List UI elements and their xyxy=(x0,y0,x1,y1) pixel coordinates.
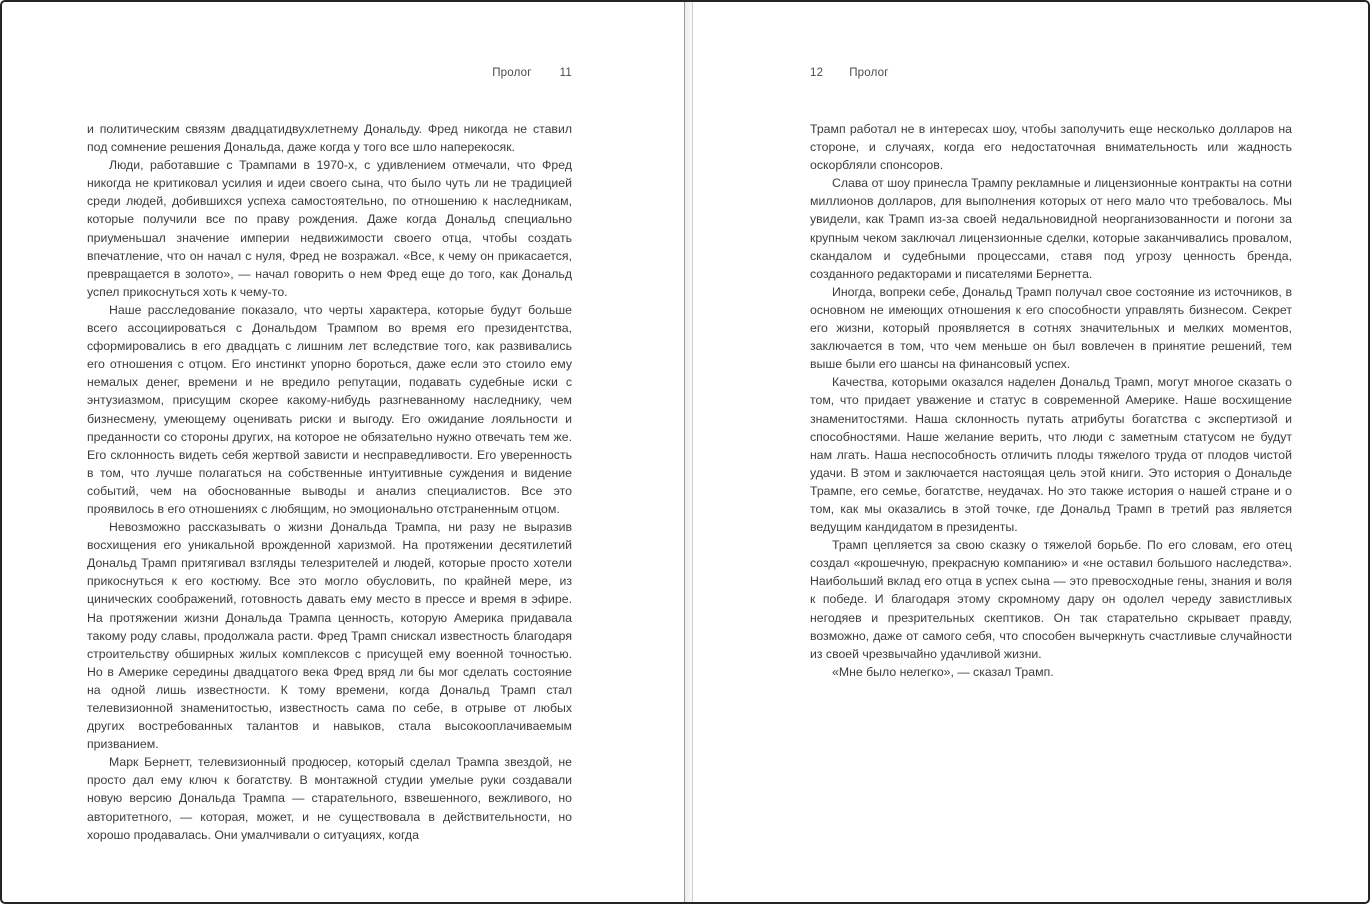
page-number: 12 xyxy=(810,67,824,79)
running-head-label: Пролог xyxy=(492,67,532,79)
paragraph: Марк Бернетт, телевизионный продюсер, который сделал Трампа звездой, не просто дал ему ключ к богатству. В монтажной студии умелые руки создавали новую версию Дональда Трампа — старательного, взвешенного, вежливого, но авторитетного, — которая, может, и не существовала в действительности, но хорошо продавалась. Они умалчивали о ситуациях, когда xyxy=(87,755,572,842)
left-running-head-row xyxy=(87,66,572,80)
paragraph: Иногда, вопреки себе, Дональд Трамп получал свое состояние из источников, в основном не имеющих отношения к его способности управлять бизнесом. Секрет его жизни, который проявляется в сотнях значительных и мелких моментов, заключается в том, что чем меньше он был вовлечен в принятие решений, тем выше были его шансы на финансовый успех. xyxy=(810,284,1292,372)
paragraph: Наше расследование показало, что черты характера, которые будут больше всего ассоциироваться с Дональдом Трампом во время его президентства, сформировались в его двадцать с лишним лет вследствие того, как развивались его отношения с отцом. Его инстинкт упорно бороться, даже если это стоило ему немалых денег, времени и не вредило репутации, подавать судебные иски с энтузиазмом, присущим скорее какому-нибудь разгневанному наследнику, чем бизнесмену, умеющему оценивать риски и выгоду. Его ожидание лояльности и преданности со стороны других, на которое не обязательно нужно отвечать тем же. Его склонность видеть себя жертвой зависти и несправедливости. Его уверенность в том, что лучше полагаться на собственные интуитивные суждения и видение событий, чем на обоснованные выводы и анализ специалистов. Все это проявилось в его отношениях с любящим, но эмоционально отстраненным отцом. xyxy=(87,302,572,516)
paragraph: Трамп цепляется за свою сказку о тяжелой борьбе. По его словам, его отец создал «крошечную, прекрасную компанию» и «не оставил большого наследства». Наибольший вклад его отца в успех сына — это превосходные гены, знания и воля к победе. И благодаря этому скромному дару он одолел череду завистливых негодяев и презрительных скептиков. Он так старательно скрывает правду, возможно, даже от самого себя, что способен вычеркнуть счастливые случайности из своей чрезвычайно удачливой жизни. xyxy=(810,538,1292,661)
paragraph: Слава от шоу принесла Трампу рекламные и лицензионные контракты на сотни миллионов долларов, для выполнения которых от него мало что требовалось. Мы увидели, как Трамп из-за своей недальновидной неорганизованности и погони за крупным чеком заключал лицензионные сделки, которые заканчивались провалом, скандалом и судебными процессами, ставя под угрозу ценность бренда, созданного редакторами и писателями Бернетта. xyxy=(810,176,1292,281)
right-page xyxy=(692,2,1370,902)
right-running-head-row xyxy=(810,66,1292,80)
paragraph: Качества, которыми оказался наделен Дональд Трамп, могут многое сказать о том, что придает уважение и статус в современной Америке. Наше восхищение знаменитостями. Наша склонность путать атрибуты богатства с экспертизой и способностями. Наше желание верить, что люди с заметным статусом не будут нам лгать. Наша неспособность отличить плоды тяжелого труда от плодов чистой удачи. В этом и заключается настоящая цель этой книги. Это история о Дональде Трампе, его семье, богатстве, неудачах. Но это также история о нашей стране и о том, как мы оказались в этой точке, где Дональд Трамп в третий раз является ведущим кандидатом в президенты. xyxy=(810,375,1292,535)
left-page xyxy=(2,2,685,902)
paragraph: Люди, работавшие с Трампами в 1970-х, с удивлением отмечали, что Фред никогда не критиковал усилия и идеи своего сына, что было чуть ли не традицией среди людей, добившихся успеха самостоятельно, по отношению к наследникам, которые получили все по праву рождения. Даже когда Дональд специально приуменьшал значение империи недвижимости своего отца, чтобы создать впечатление, что он начал с нуля, Фред не возражал. «Все, к чему он прикасается, превращается в золото», — начал говорить о нем Фред еще до того, как Дональд успел прикоснуться хоть к чему-то. xyxy=(87,158,572,299)
page-number: 11 xyxy=(559,67,572,79)
paragraph: «Мне было нелегко», — сказал Трамп. xyxy=(832,664,1054,679)
right-page-text xyxy=(810,120,1292,681)
paragraph: и политическим связям двадцатидвухлетнему Дональду. Фред никогда не ставил под сомнение решения Дональда, даже когда у того все шло наперекосяк. xyxy=(87,122,572,155)
paragraph: Трамп работал не в интересах шоу, чтобы заполучить еще несколько долларов на стороне, и случаях, когда его недостаточная внимательность или жадность оскорбляли спонсоров. xyxy=(810,122,1292,173)
paragraph: Невозможно рассказывать о жизни Дональда Трампа, ни разу не выразив восхищения его уникальной врожденной харизмой. На протяжении десятилетий Дональд Трамп притягивал взгляды телезрителей и людей, которые просто хотели прикоснуться к его костюму. Все это могло обусловить, по крайней мере, из цинических соображений, готовность давать ему место в прессе и время в эфире. На протяжении жизни Дональда Трампа ценность, которую Америка придавала такому роду славы, продолжала расти. Фред Трамп снискал известность благодаря строительству обширных жилых комплексов с присущей ему военной точностью. Но в Америке середины двадцатого века Фред вряд ли бы мог сделать состояние на одной лишь известности. К тому времени, когда Дональд Трамп стал телевизионной знаменитостью, известность сама по себе, в отрыве от любых других востребованных талантов и навыков, стала высокооплачиваемым призванием. xyxy=(87,520,572,752)
left-page-text xyxy=(87,120,572,844)
running-head-label: Пролог xyxy=(849,67,889,79)
